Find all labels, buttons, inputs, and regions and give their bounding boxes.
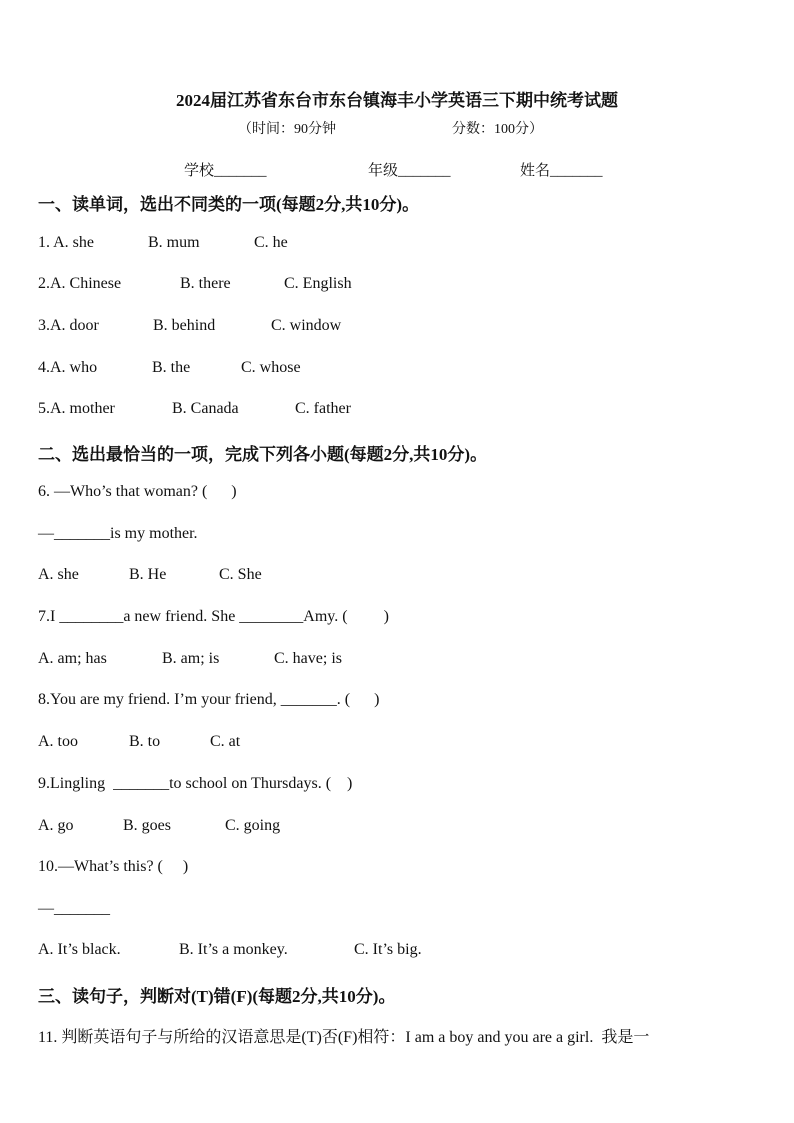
q1-option-a: 1. A. she — [38, 234, 94, 251]
q8-option-c: C. at — [210, 733, 241, 750]
q6-option-b: B. He — [129, 566, 167, 583]
q6-stem: 6. —Who’s that woman? ( ) — [38, 483, 237, 500]
q11-stem: 11. 判断英语句子与所给的汉语意思是(T)否(F)相符：I am a boy and you are a girl. 我是一 — [38, 1029, 650, 1046]
q9-stem: 9.Lingling _______to school on Thursdays. ( ) — [38, 775, 353, 792]
q9-option-a: A. go — [38, 817, 74, 834]
q6-reply: —_______is my mother. — [38, 525, 198, 542]
q8-option-a: A. too — [38, 733, 78, 750]
q5-option-a: 5.A. mother — [38, 400, 115, 417]
q8-option-b: B. to — [129, 733, 161, 750]
q7-option-a: A. am; has — [38, 650, 107, 667]
q4-option-b: B. the — [152, 359, 191, 376]
q3-option-b: B. behind — [153, 317, 216, 334]
q6-option-a: A. she — [38, 566, 79, 583]
q1-option-b: B. mum — [148, 234, 200, 251]
q2-option-a: 2.A. Chinese — [38, 275, 122, 292]
q2-option-b: B. there — [180, 275, 231, 292]
q4-option-c: C. whose — [241, 359, 301, 376]
section-2-heading: 二、选出最恰当的一项，完成下列各小题(每题2分,共10分)。 — [38, 445, 488, 464]
q10-option-b: B. It’s a monkey. — [179, 941, 288, 958]
q5-option-b: B. Canada — [172, 400, 239, 417]
q5-option-c: C. father — [295, 400, 351, 417]
q7-option-b: B. am; is — [162, 650, 220, 667]
q10-option-c: C. It’s big. — [354, 941, 422, 958]
q7-option-c: C. have; is — [274, 650, 342, 667]
grade-field: 年级_______ — [368, 163, 451, 179]
q4-option-a: 4.A. who — [38, 359, 98, 376]
q2-option-c: C. English — [284, 275, 352, 292]
q9-option-c: C. going — [225, 817, 281, 834]
q8-stem: 8.You are my friend. I’m your friend, _______. ( ) — [38, 691, 380, 708]
q10-stem: 10.—What’s this? ( ) — [38, 858, 189, 875]
exam-time: （时间：90分钟 — [238, 122, 336, 137]
page-title: 2024届江苏省东台市东台镇海丰小学英语三下期中统考试题 — [176, 91, 618, 110]
exam-score: 分数：100分） — [452, 122, 543, 137]
q3-option-a: 3.A. door — [38, 317, 99, 334]
q7-stem: 7.I ________a new friend. She ________Amy. ( ) — [38, 608, 389, 625]
q10-reply: —_______ — [38, 900, 110, 917]
q9-option-b: B. goes — [123, 817, 171, 834]
section-1-heading: 一、读单词，选出不同类的一项(每题2分,共10分)。 — [38, 195, 420, 214]
name-field: 姓名_______ — [520, 163, 603, 179]
q1-option-c: C. he — [254, 234, 288, 251]
q6-option-c: C. She — [219, 566, 262, 583]
q3-option-c: C. window — [271, 317, 342, 334]
section-3-heading: 三、读句子，判断对(T)错(F)(每题2分,共10分)。 — [38, 987, 396, 1006]
q10-option-a: A. It’s black. — [38, 941, 121, 958]
school-field: 学校_______ — [184, 163, 267, 179]
